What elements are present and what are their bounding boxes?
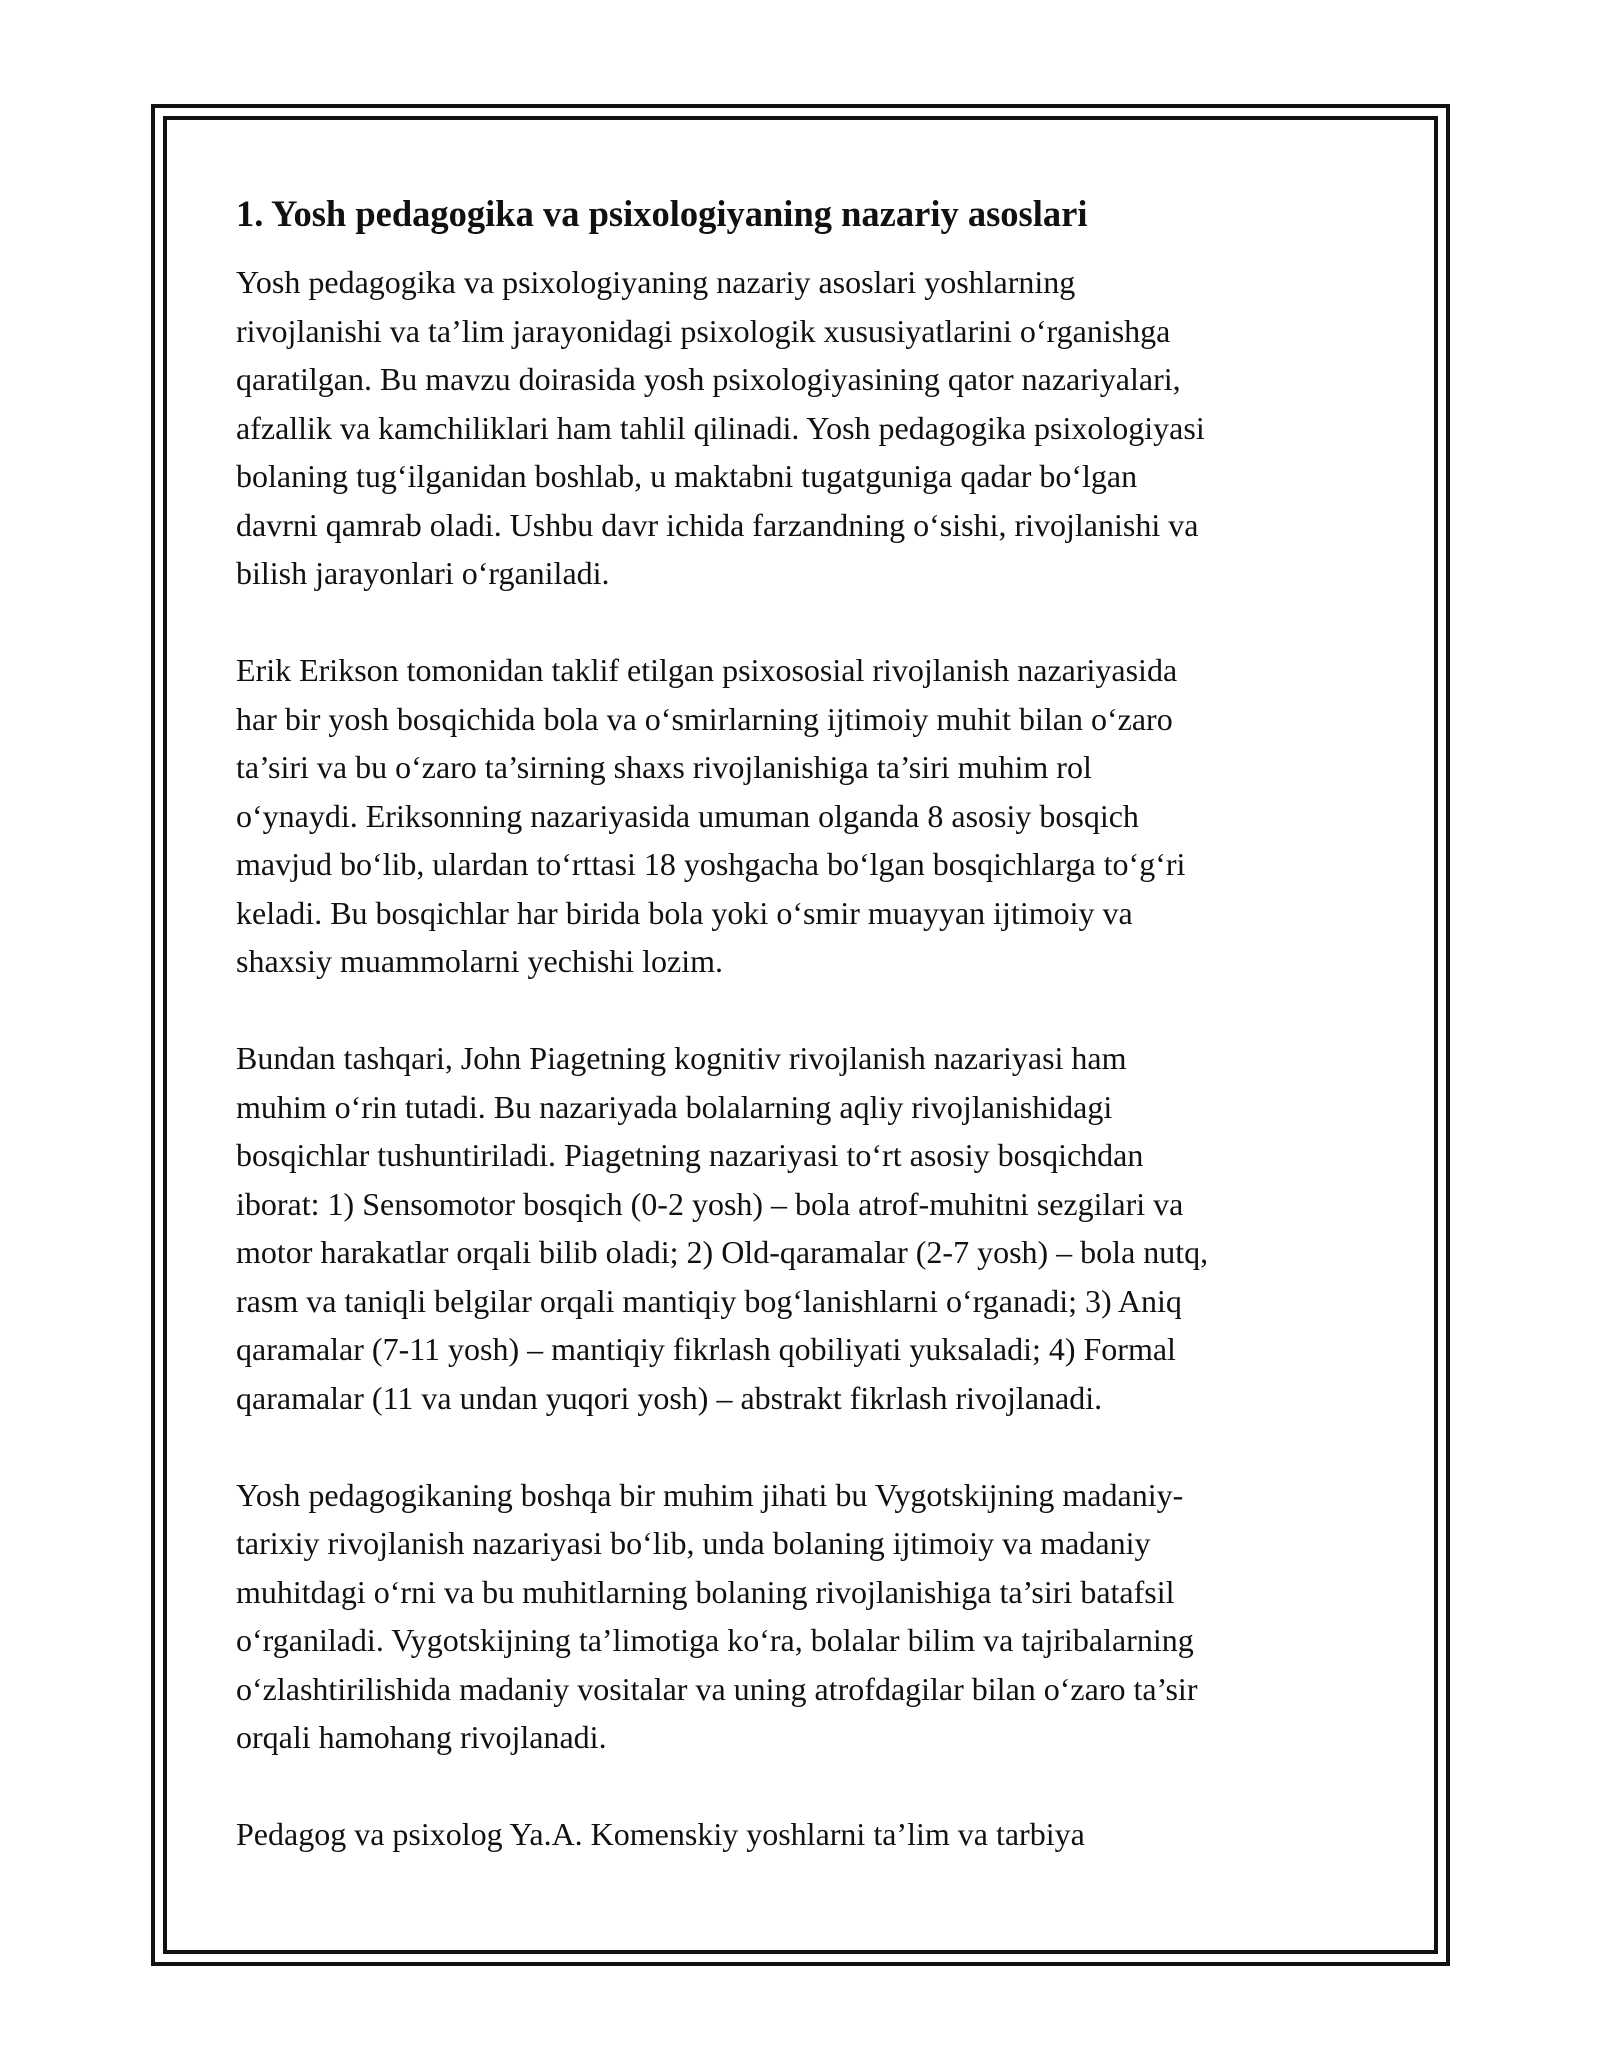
text-line: muhim o‘rin tutadi. Bu nazariyada bolalarning aqliy rivojlanishidagi: [236, 1088, 1113, 1125]
paragraph-vygotsky: [236, 1471, 1376, 1762]
text-line: Pedagog va psixolog Ya.A. Komenskiy yoshlarni ta’lim va tarbiya: [236, 1816, 1085, 1852]
text-line: tarixiy rivojlanish nazariyasi bo‘lib, unda bolaning ijtimoiy va madaniy: [236, 1525, 1151, 1561]
text-line: rasm va taniqli belgilar orqali mantiqiy bog‘lanishlarni o‘rganadi; 3) Aniq: [236, 1282, 1182, 1319]
section-heading: 1. Yosh pedagogika va psixologiyaning nazariy asoslari: [236, 193, 1088, 234]
text-line: bilish jarayonlari o‘rganiladi.: [236, 555, 610, 591]
text-line: rivojlanishi va ta’lim jarayonidagi psixologik xususiyatlarini o‘rganishga: [236, 312, 1171, 349]
text-line: qaratilgan. Bu mavzu doirasida yosh psixologiyasining qator nazariyalari,: [236, 361, 1181, 397]
text-line: davrni qamrab oladi. Ushbu davr ichida farzandning o‘sishi, rivojlanishi va: [236, 506, 1199, 543]
text-line: qaramalar (7-11 yosh) – mantiqiy fikrlash qobiliyati yuksaladi; 4) Formal: [236, 1331, 1176, 1367]
text-line: afzallik va kamchiliklari ham tahlil qilinadi. Yosh pedagogika psixologiyasi: [236, 409, 1205, 446]
text-line: mavjud bo‘lib, ulardan to‘rttasi 18 yoshgacha bo‘lgan bosqichlarga to‘g‘ri: [236, 846, 1186, 882]
text-line: keladi. Bu bosqichlar har birida bola yoki o‘smir muayyan ijtimoiy va: [236, 894, 1133, 931]
text-line: ta’siri va bu o‘zaro ta’sirning shaxs rivojlanishiga ta’siri muhim rol: [236, 749, 1092, 785]
text-line: o‘rganiladi. Vygotskijning ta’limotiga ko‘ra, bolalar bilim va tajribalarning: [236, 1622, 1194, 1658]
text-line: Yosh pedagogika va psixologiyaning nazariy asoslari yoshlarning: [236, 264, 1076, 300]
text-line: iborat: 1) Sensomotor bosqich (0-2 yosh) – bola atrof-muhitni sezgilari va: [236, 1185, 1184, 1222]
text-line: bolaning tug‘ilganidan boshlab, u maktabni tugatguniga qadar bo‘lgan: [236, 458, 1138, 494]
text-line: Yosh pedagogikaning boshqa bir muhim jihati bu Vygotskijning madaniy-: [236, 1476, 1184, 1513]
text-line: o‘zlashtirilishida madaniy vositalar va uning atrofdagilar bilan o‘zaro ta’sir: [236, 1670, 1198, 1707]
text-line: qaramalar (11 va undan yuqori yosh) – abstrakt fikrlash rivojlanadi.: [236, 1379, 1103, 1416]
paragraph-intro: [236, 258, 1376, 598]
text-line: bosqichlar tushuntiriladi. Piagetning nazariyasi to‘rt asosiy bosqichdan: [236, 1137, 1144, 1173]
paragraph-erikson: [236, 646, 1376, 986]
text-line: Bundan tashqari, John Piagetning kognitiv rivojlanish nazariyasi ham: [236, 1040, 1127, 1076]
text-line: muhitdagi o‘rni va bu muhitlarning bolaning rivojlanishiga ta’siri batafsil: [236, 1573, 1175, 1610]
document-body: [236, 192, 1376, 1859]
text-line: shaxsiy muammolarni yechishi lozim.: [236, 943, 724, 979]
text-line: orqali hamohang rivojlanadi.: [236, 1719, 607, 1755]
paragraph-piaget: [236, 1034, 1376, 1422]
text-line: o‘ynaydi. Eriksonning nazariyasida umuman olganda 8 asosiy bosqich: [236, 797, 1139, 834]
text-line: Erik Erikson tomonidan taklif etilgan psixososial rivojlanish nazariyasida: [236, 652, 1178, 688]
text-line: har bir yosh bosqichida bola va o‘smirlarning ijtimoiy muhit bilan o‘zaro: [236, 700, 1173, 737]
paragraph-komenskiy: [236, 1810, 1376, 1859]
text-line: motor harakatlar orqali bilib oladi; 2) Old-qaramalar (2-7 yosh) – bola nutq,: [236, 1234, 1209, 1270]
